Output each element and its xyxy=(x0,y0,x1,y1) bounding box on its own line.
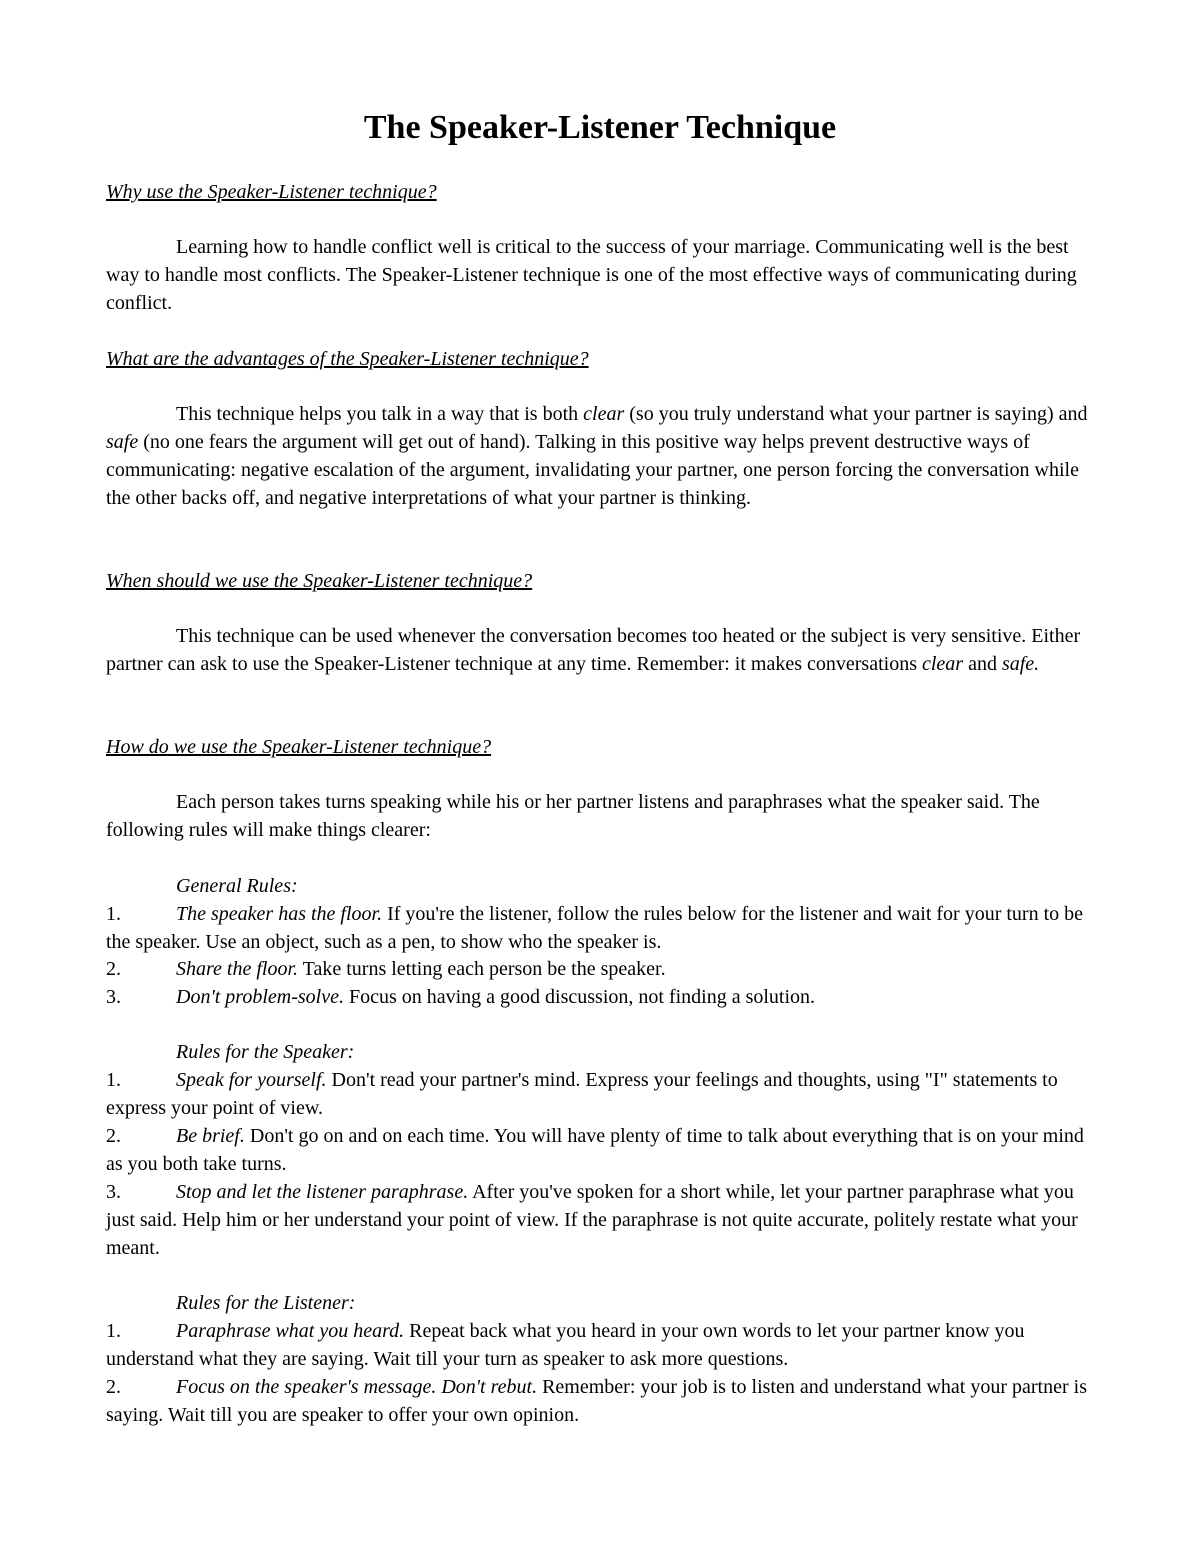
emphasis-safe: safe. xyxy=(1001,653,1040,675)
section-heading-why: Why use the Speaker-Listener technique? xyxy=(106,181,437,203)
listener-rule-item: 2. Focus on the speaker's message. Don't rebut. Remember: your job is to listen and understand what your partner is saying. Wait till you are speaker to offer your own opinion. xyxy=(106,1376,1087,1426)
general-rule-item: 3. Don't problem-solve. Focus on having a good discussion, not finding a solution. xyxy=(106,986,816,1008)
emphasis-safe: safe xyxy=(106,431,139,453)
speaker-rule-item: 2. Be brief. Don't go on and on each time. You will have plenty of time to talk about everything that is on your mind as you both take turns. xyxy=(106,1125,1084,1175)
general-rules-title: General Rules: xyxy=(176,875,298,897)
listener-rule-item: 1. Paraphrase what you heard. Repeat back what you heard in your own words to let your partner know you understand what they are saying. Wait till your turn as speaker to ask more questions. xyxy=(106,1320,1025,1370)
section-heading-when: When should we use the Speaker-Listener technique? xyxy=(106,570,533,592)
section-body-when: This technique can be used whenever the conversation becomes too heated or the subject is very sensitive. Either partner can ask to use the Speaker-Listener technique at any time. Remember: it makes conversations clear and safe. xyxy=(106,625,1081,675)
section-heading-how: How do we use the Speaker-Listener technique? xyxy=(106,736,492,758)
listener-rules-title: Rules for the Listener: xyxy=(176,1292,356,1314)
speaker-rule-item: 1. Speak for yourself. Don't read your partner's mind. Express your feelings and thoughts, using "I" statements to express your point of view. xyxy=(106,1069,1058,1119)
emphasis-clear: clear xyxy=(583,403,625,425)
section-body-why: Learning how to handle conflict well is critical to the success of your marriage. Communicating well is the best way to handle most conflicts. The Speaker-Listener technique is one of the most effective ways of communicating during conflict. xyxy=(106,236,1077,314)
speaker-rule-item: 3. Stop and let the listener paraphrase. After you've spoken for a short while, let your partner paraphrase what you just said. Help him or her understand your point of view. If the paraphrase is not quite accurate, politely restate what your meant. xyxy=(106,1181,1078,1259)
section-heading-advantages: What are the advantages of the Speaker-Listener technique? xyxy=(106,348,589,370)
general-rule-item: 1. The speaker has the floor. If you're the listener, follow the rules below for the listener and wait for your turn to be the speaker. Use an object, such as a pen, to show who the speaker is. xyxy=(106,903,1084,953)
page-title: The Speaker-Listener Technique xyxy=(363,109,837,146)
emphasis-clear: clear xyxy=(921,653,964,675)
general-rule-item: 2. Share the floor. Take turns letting each person be the speaker. xyxy=(106,958,666,980)
section-body-how: Each person takes turns speaking while his or her partner listens and paraphrases what the speaker said. The following rules will make things clearer: xyxy=(106,791,1040,841)
section-body-advantages: This technique helps you talk in a way that is both clear (so you truly understand what your partner is saying) and safe (no one fears the argument will get out of hand). Talking in this positive way helps prevent destructive ways of communicating: negative escalation of the argument, invalidating your partner, one person forcing the conversation while the other backs off, and negative interpretations of what your partner is thinking. xyxy=(106,403,1088,509)
speaker-rules-title: Rules for the Speaker: xyxy=(176,1041,355,1063)
